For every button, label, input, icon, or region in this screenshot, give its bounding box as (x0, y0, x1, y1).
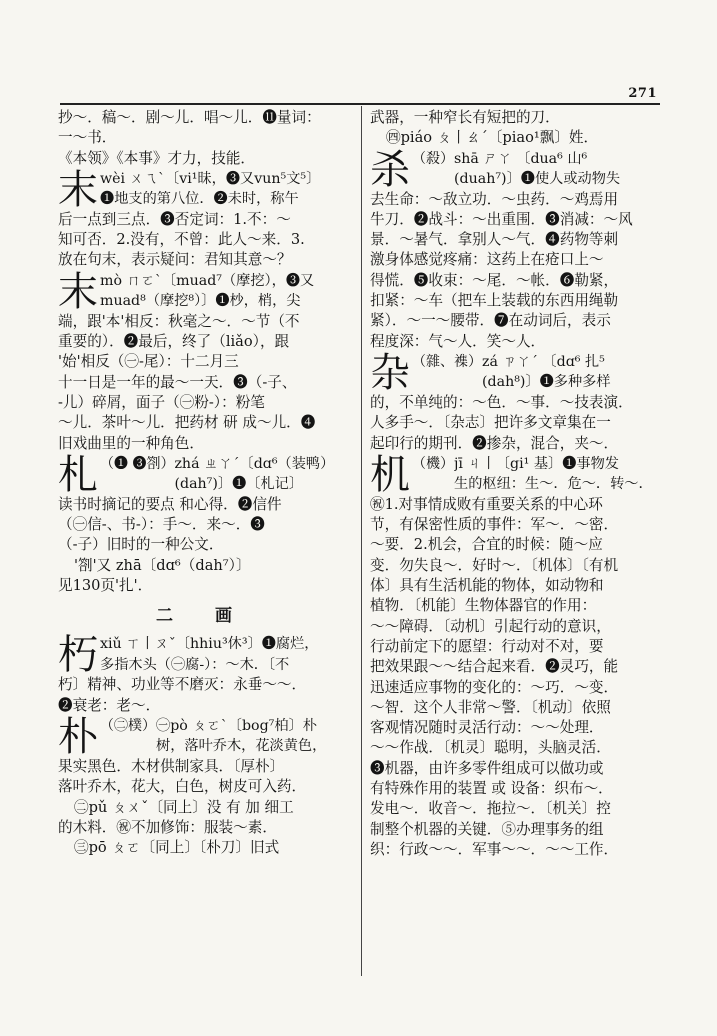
text-line: 制整个机器的关键．⑤办理事务的组 (370, 820, 604, 838)
text-line: 起印行的期刊．❷掺杂，混合，夹～． (370, 434, 619, 452)
text-line: 知可否．2.没有，不曾：此人～来．3. (58, 231, 305, 249)
text-line: 后一点到三点．❸否定词：1.不：～ (58, 210, 291, 228)
headword: 札 (58, 451, 98, 498)
text-line: ～儿．茶叶～儿．把药材 研 成～儿．❹ (58, 414, 316, 432)
text-line: 落叶乔木，花大，白色，树皮可入药． (58, 778, 307, 796)
entry-header-lines (100, 634, 348, 675)
entry-line: (duah⁷)〕❶使人或动物失 (454, 170, 621, 187)
text-line: 得慌．❺收束：～尾．～帐．❻勒紧， (370, 271, 619, 289)
entry-line: 生的枢纽：生～．危～．转～． (454, 476, 653, 493)
text-line: 人多手～．〔杂志〕把许多文章集在一 (370, 414, 611, 432)
entry-header-lines (100, 271, 348, 312)
text-line: （-子）旧时的一种公文． (58, 536, 224, 554)
text-line: '始'相反（㊀-尾）：十二月三 (58, 353, 239, 371)
text-line: 的，不单纯的：～色．～事．～技表演． (370, 393, 633, 411)
text-line: ㊁pǔ ㄆㄨˇ〔同上〕没 有 加 细工 (74, 798, 294, 816)
header-rule (60, 103, 660, 105)
text-line: （㊀信-、书-）：手～．来～．❸ (58, 516, 265, 534)
headword: 朴 (58, 713, 98, 760)
entry-line: 树，落叶乔木，花淡黄色， (156, 738, 327, 755)
entry-line: xiǔ ㄒ丨ㄡˇ〔hhiu³休³〕❶腐烂， (100, 636, 319, 653)
text-line: 牛刀．❷战斗：～出重围．❸消减：～风 (370, 210, 633, 228)
entry-line: zá ㄗㄚˊ 〔dɑ⁶ 扎⁵ (482, 353, 605, 370)
headword: 杀 (370, 146, 410, 193)
text-line: ㊗1.对事情成败有重要关系的中心环 (370, 495, 603, 513)
entry-header-lines (156, 716, 348, 757)
text-line: 行动前定下的愿望：行动对不对，要 (370, 637, 604, 655)
headword-variant: （雜、襍） (412, 353, 482, 370)
text-line: ㊂pō ㄆㄛ〔同上〕〔朴刀〕旧式 (74, 839, 280, 857)
entry-line: zhá ㄓㄚˊ〔dɑ⁶（装鸭） (174, 455, 335, 472)
text-line: ～～障碍．〔动机〕引起行动的意识， (370, 617, 611, 635)
entry-line: shā ㄕㄚ 〔dua⁶ 山⁶ (454, 150, 588, 167)
entry-line: (dah⁷)〕❶〔札记〕 (174, 476, 304, 493)
text-line: 扣紧：～车（把车上装载的东西用绳勒 (370, 292, 619, 310)
text-line: 旧戏曲里的一种角色． (58, 434, 204, 452)
text-line: 抄～．稿～．剧～儿．唱～儿．⓫量词： (58, 109, 321, 126)
entry-header-lines (174, 454, 348, 495)
dictionary-entry (370, 451, 660, 498)
left-column (58, 108, 348, 858)
text-line: 把效果跟～～结合起来看．❷灵巧，能 (370, 658, 619, 676)
page-number: 271 (628, 86, 657, 101)
text-line: 一～书． (58, 129, 117, 147)
text-line: ～～作战．〔机灵〕聪明，头脑灵活． (370, 739, 611, 757)
text-line: 读书时摘记的要点 和心得．❷信件 (58, 495, 282, 513)
text-line: 景．～暑气．拿别人～气．❹药物等刺 (370, 231, 619, 249)
text-line: ❸机器，由许多零件组成可以做功或 (370, 759, 604, 777)
dictionary-entry (58, 166, 348, 213)
column-divider (361, 106, 362, 976)
text-line: 端，跟'本'相反：秋毫之～．～节（不 (58, 312, 300, 330)
text-line: 植物．〔机能〕生物体器官的作用： (370, 597, 597, 615)
text-line: 迅速适应事物的变化的：～巧．～变． (370, 678, 619, 696)
dictionary-entry (58, 268, 348, 315)
text-line: ❷衰老：老～． (58, 696, 161, 714)
text-line: 武器，一种窄长有短把的刀． (370, 109, 560, 126)
text-line: 朽〕精神、功业等不磨灭：永垂～～． (58, 676, 307, 694)
headword: 末 (58, 268, 98, 315)
text-line: 有特殊作用的装置 或 设备：织布～． (370, 780, 613, 798)
text-line: 激身体感觉疼痛：这药上在疮口上～ (370, 251, 604, 269)
headword-variant: （機） (412, 455, 454, 472)
text-line: 节，有保密性质的事件：军～．～密． (370, 516, 619, 534)
entry-line: muad⁸（摩挖⁸）〕❶杪，梢，尖 (100, 293, 301, 310)
entry-line: (dah⁸)〕❶多种多样 (482, 374, 611, 391)
text-line: 重要的）．❷最后，终了（liǎo），跟 (58, 333, 290, 351)
text-line: 变．勿失良～．好时～．〔机体〕〔有机 (370, 556, 619, 574)
text-line: ～要．2.机会，合宜的时候：随～应 (370, 536, 603, 554)
text-line: ㊃piáo ㄆ丨ㄠˊ〔piao¹飘〕姓． (386, 129, 599, 147)
section-heading: 二 画 (156, 606, 250, 627)
entry-header-lines (100, 169, 348, 210)
headword: 朽 (58, 632, 98, 679)
text-line: 十一日是一年的最～一天．❸（-子、 (58, 373, 297, 391)
dictionary-entry (58, 451, 348, 498)
entry-line: jī ㄐ丨〔gi¹ 基〕❶事物发 (454, 455, 619, 472)
text-line: 织：行政～～．军事～～．～～工作． (370, 840, 619, 858)
headword: 杂 (370, 349, 410, 396)
text-line: '劄'又 zhā〔dɑ⁶（dah⁷）〕 (74, 556, 251, 574)
dictionary-entry (58, 632, 348, 679)
text-line: 体〕具有生活机能的物体，如动物和 (370, 577, 604, 595)
dictionary-entry (58, 713, 348, 760)
text-line: 见130页'扎'． (58, 577, 153, 595)
text-line: 程度深：气～人．笑～人． (370, 332, 546, 350)
entry-line: ㊀pò ㄆㄛˋ〔bog⁷柏〕朴 (156, 717, 317, 734)
text-line: 去生命：～敌立功．～虫药．～鸡焉用 (370, 190, 619, 208)
headword-variant: （❶ ❸劄） (100, 455, 175, 472)
headword-variant: （㊁樸） (100, 717, 156, 734)
right-column (370, 108, 660, 860)
dictionary-entry (370, 146, 660, 193)
text-line: 《本领》《本事》才力，技能． (58, 149, 256, 167)
entry-header-lines (454, 149, 660, 190)
text-line: 发电～．收音～．拖拉～．〔机关〕控 (370, 800, 611, 818)
entry-line: mò ㄇㄛˋ〔muad⁷（摩挖），❸又 (100, 272, 315, 289)
dictionary-entry (370, 349, 660, 396)
text-line: 客观情况随时灵活行动：～～处理． (370, 719, 604, 737)
entry-line: wèi ㄨㄟˋ〔vi¹昧，❸又vun⁵文⁵〕 (100, 170, 321, 187)
entry-header-lines (454, 454, 660, 495)
text-line: 紧）．～一～腰带．❼在动词后，表示 (370, 312, 611, 330)
headword-variant: （殺） (412, 150, 454, 167)
text-line: 放在句末，表示疑问：君知其意～？ (58, 251, 292, 269)
text-line: -儿）碎屑，面子（㊀粉-）：粉笔 (58, 393, 265, 411)
headword: 机 (370, 451, 410, 498)
text-line: 果实黑色．木材供制家具．〔厚朴〕 (58, 757, 285, 775)
text-line: ～智．这个人非常～警．〔机动〕依照 (370, 698, 611, 716)
entry-line: ❶地支的第八位．❷未时，称午 (100, 191, 299, 208)
text-line: 的木料．㊗不加修饰：服装～素． (58, 818, 277, 836)
headword: 末 (58, 166, 98, 213)
entry-header-lines (482, 352, 660, 393)
entry-line: 多指木头（㊀腐-）：～木．〔不 (100, 656, 290, 673)
